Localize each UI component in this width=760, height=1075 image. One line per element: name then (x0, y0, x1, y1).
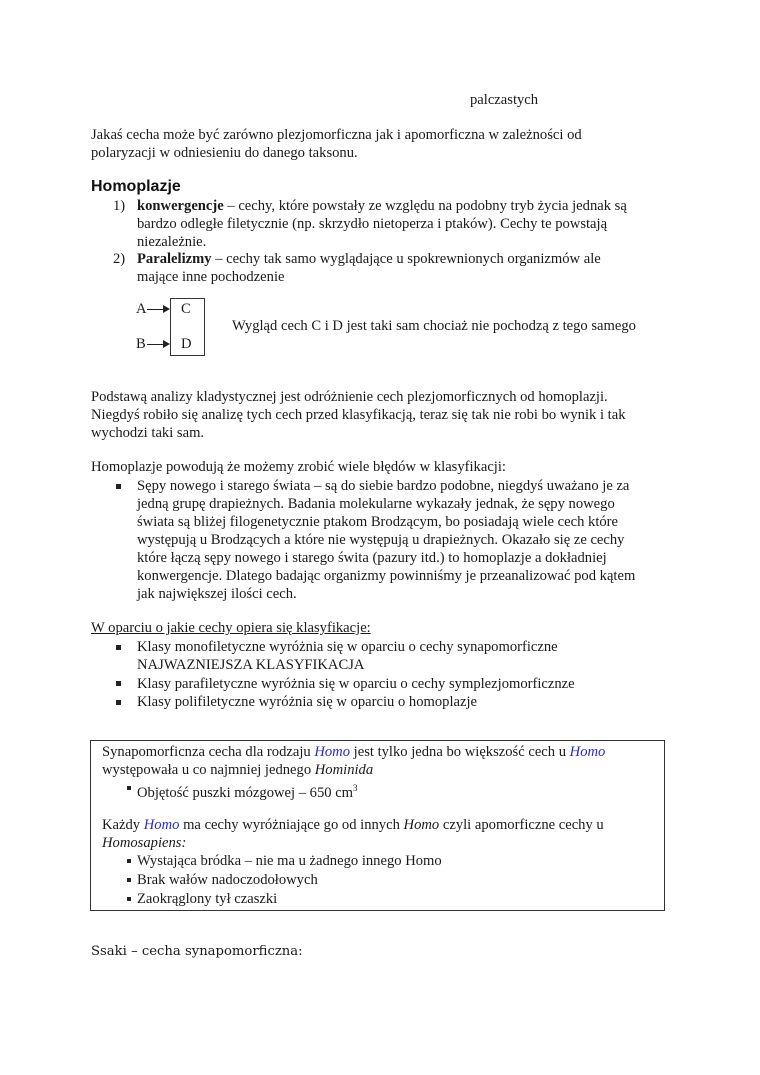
classification-item-note: NAJWAZNIEJSZA KLASYFIKACJA (137, 657, 365, 673)
list-item-line: mające inne pochodzenie (137, 269, 285, 285)
text: występowała u co najmniej jednego (102, 762, 315, 778)
bullet-icon (127, 786, 131, 790)
bullet-icon (116, 645, 121, 650)
errors-bullet-line: które łączą sępy nowego i starego świta (pazury itd.) to homoplazje a dokładniej (137, 550, 607, 566)
box-bullet: Zaokrąglony tył czaszki (137, 891, 278, 907)
arrow-b-head-icon (163, 340, 170, 348)
classification-item: Klasy monofiletyczne wyróżnia się w oparciu o cechy synapomorficzne (137, 639, 558, 655)
errors-bullet-line: występują u Brodzących a które nie występują u drapieżnych. Okazało się ze cechy (137, 532, 625, 548)
ssaki-heading: Ssaki – cecha synapomorficzna: (91, 944, 303, 959)
homo-link[interactable]: Homo (569, 744, 606, 760)
diagram-label-c: C (181, 301, 191, 317)
homo-link[interactable]: Homo (314, 744, 351, 760)
list-item-line: niezależnie. (137, 234, 207, 250)
bullet-icon (127, 897, 131, 901)
analysis-line-2: Niegdyś robiło się analizę tych cech przed klasyfikacją, teraz się tak nie robi bo wynik i tak (91, 407, 626, 423)
list-number: 2) (113, 251, 126, 267)
text: Objętość puszki mózgowej – 650 cm (137, 784, 354, 801)
homo-term: Homo (403, 817, 440, 833)
term-paralelizmy: Paralelizmy (137, 251, 212, 267)
classification-item: Klasy polifiletyczne wyróżnia się w oparciu o homoplazje (137, 694, 478, 710)
errors-bullet-line: konwergencje. Dlatego badając organizmy powinniśmy je przeanalizować pod kątem (137, 568, 636, 584)
analysis-line-3: wychodzi taki sam. (91, 425, 205, 441)
errors-bullet-line: jak największej ilości cech. (137, 586, 297, 602)
term-konwergencje: konwergencje (137, 198, 224, 214)
list-item-paralelizmy (137, 250, 601, 268)
box-paragraph-1-line-2 (102, 761, 373, 779)
diagram-caption: Wygląd cech C i D jest taki sam chociaż nie pochodzą z tego samego (232, 318, 636, 334)
classification-heading: W oparciu o jakie cechy opiera się klasyfikacje: (91, 620, 371, 636)
classification-item: Klasy parafiletyczne wyróżnia się w oparciu o cechy symplezjomorficznze (137, 676, 575, 692)
bullet-icon (127, 878, 131, 882)
bullet-icon (127, 859, 131, 863)
box-paragraph-1 (102, 743, 605, 761)
hominida-term: Hominida (314, 762, 374, 778)
errors-intro: Homoplazje powodują że możemy zrobić wiele błędów w klasyfikacji: (91, 459, 506, 475)
section-heading-homoplazje: Homoplazje (91, 178, 181, 195)
text: Każdy (102, 817, 144, 833)
arrow-a-line (147, 309, 164, 310)
arrow-a-head-icon (163, 305, 170, 313)
arrow-b-line (147, 344, 164, 345)
text: ma cechy wyróżniające go od innych (179, 817, 404, 833)
text: jest tylko jedna bo większość cech u (350, 744, 570, 760)
errors-bullet-line: Sępy nowego i starego świata – są do siebie bardzo podobne, niegdyś uważano je za (137, 478, 630, 494)
intro-line-1: Jakaś cecha może być zarówno plezjomorficzna jak i apomorficzna w zależności od (91, 127, 582, 143)
box-paragraph-2 (102, 816, 604, 834)
diagram-label-b: B (136, 336, 146, 352)
diagram-label-a: A (136, 301, 147, 317)
homosapiens-term: Homosapiens: (102, 835, 187, 851)
intro-line-2: polaryzacji w odniesieniu do danego taksonu. (91, 145, 358, 161)
top-fragment: palczastych (470, 92, 539, 108)
definition-text: – cechy tak samo wyglądające u spokrewnionych organizmów ale (211, 251, 601, 267)
list-item-line: bardzo odległe filetycznie (np. skrzydło nietoperza i ptaków). Cechy te powstają (137, 216, 608, 232)
text: Synapomorficnza cecha dla rodzaju (102, 744, 315, 760)
box-bullet: Brak wałów nadoczodołowych (137, 872, 318, 888)
text: czyli apomorficzne cechy u (439, 817, 604, 833)
list-item-konwergencje (137, 197, 627, 215)
diagram-label-d: D (181, 336, 192, 352)
superscript: 3 (353, 783, 358, 793)
box-bullet: Wystająca bródka – nie ma u żadnego innego Homo (137, 853, 442, 869)
box-bullet-brain-volume (137, 779, 358, 802)
homo-link[interactable]: Homo (143, 817, 180, 833)
errors-bullet-line: jedną grupę drapieżnych. Badania molekularne wykazały jednak, że sępy nowego (137, 496, 615, 512)
bullet-icon (116, 484, 121, 489)
definition-text: – cechy, które powstały ze względu na podobny tryb życia jednak są (223, 198, 627, 214)
analysis-line-1: Podstawą analizy kladystycznej jest odróżnienie cech plezjomorficznych od homoplazji. (91, 389, 608, 405)
bullet-icon (116, 700, 121, 705)
errors-bullet-line: świata są bliżej filogenetycznie ptakom Brodzącym, bo posiadają wiele cech które (137, 514, 619, 530)
bullet-icon (116, 681, 121, 686)
list-number: 1) (113, 198, 126, 214)
